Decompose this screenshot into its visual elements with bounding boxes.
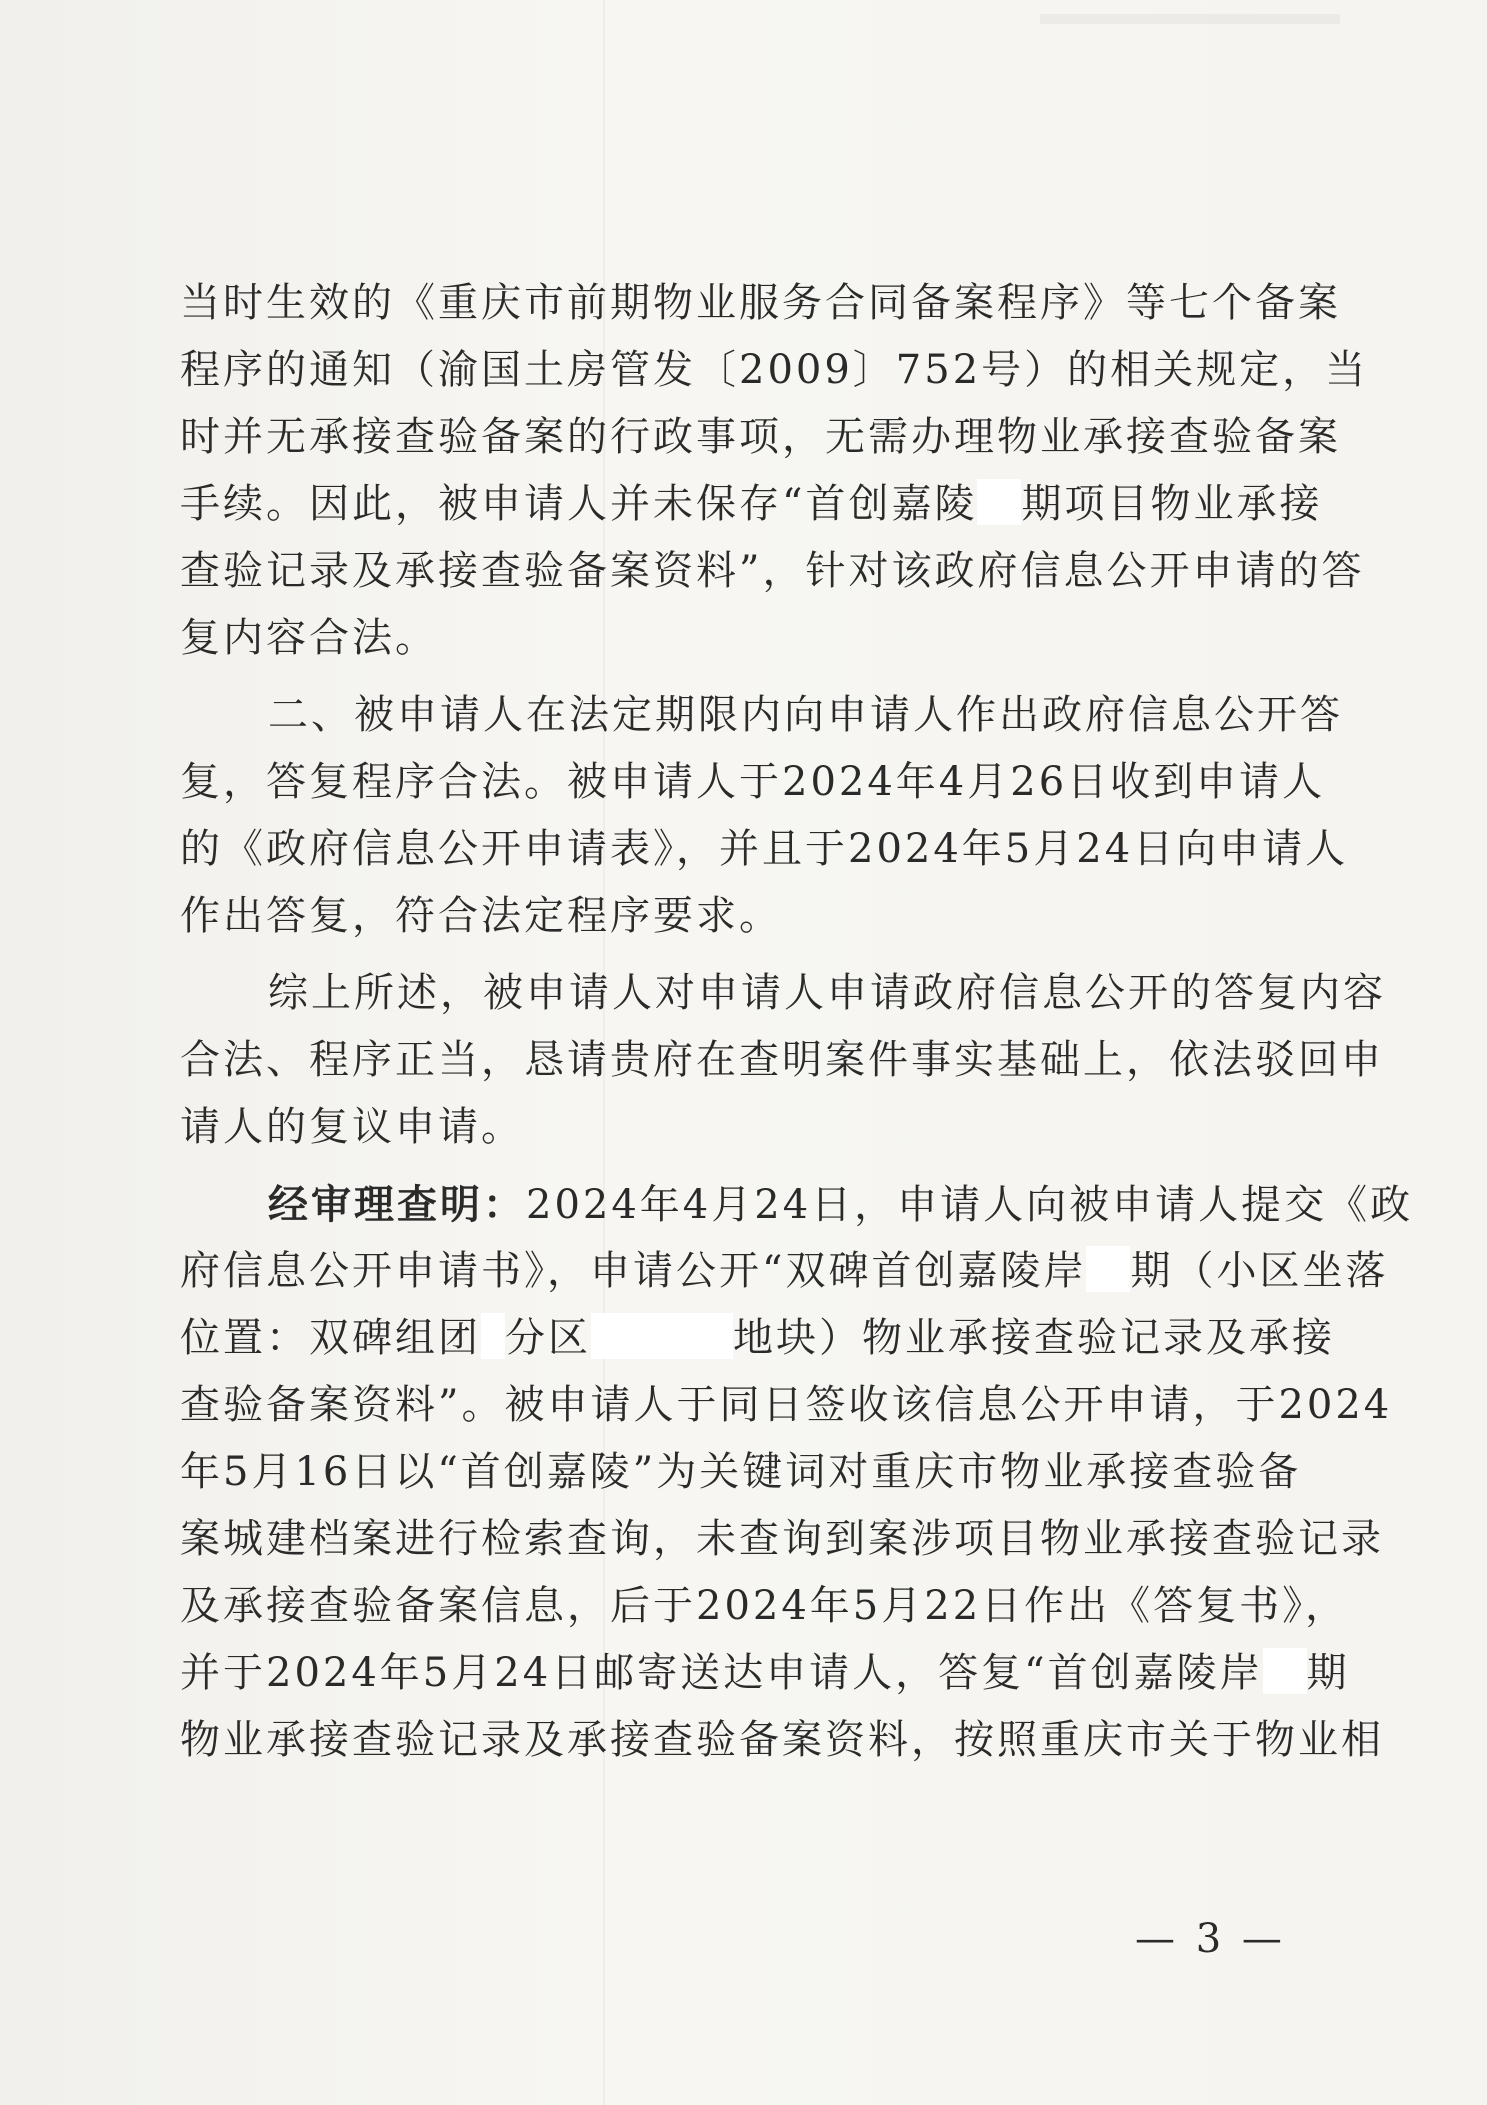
text-line-22: 物业承接查验记录及承接查验备案资料，按照重庆市关于物业相: [180, 1717, 1384, 1763]
text-line-3: 时并无承接查验备案的行政事项，无需办理物业承接查验备案: [180, 414, 1341, 460]
text-line-18: 年5月16日以“首创嘉陵”为关键词对重庆市物业承接查验备: [180, 1449, 1302, 1495]
text-line-20: 及承接查验备案信息，后于2024年5月22日作出《答复书》，: [180, 1583, 1349, 1629]
bold-heading: 经审理查明：: [268, 1181, 526, 1228]
text-line-16: 位置：双碑组团 分区 地块）物业承接查验记录及承接: [180, 1315, 1335, 1361]
text-line-4: 手续。因此，被申请人并未保存“首创嘉陵 期项目物业承接: [180, 481, 1323, 527]
text-line-11: 综上所述，被申请人对申请人申请政府信息公开的答复内容: [268, 970, 1386, 1016]
text-line-9: 的《政府信息公开申请表》，并且于2024年5月24日向申请人: [180, 826, 1349, 872]
document-body: [180, 270, 1414, 1774]
text-line-15: 府信息公开申请书》，申请公开“双碑首创嘉陵岸 期（小区坐落: [180, 1248, 1389, 1294]
page-number: — 3 —: [1135, 1916, 1286, 1962]
text-line-7: 二、被申请人在法定期限内向申请人作出政府信息公开答: [268, 692, 1343, 738]
scan-smudge: [1040, 14, 1340, 24]
redaction-box: [591, 1313, 733, 1359]
text-line-5: 查验记录及承接查验备案资料”，针对该政府信息公开申请的答: [180, 548, 1365, 594]
text-line-6: 复内容合法。: [180, 615, 438, 661]
text-line-13: 请人的复议申请。: [180, 1104, 524, 1150]
text-line-8: 复，答复程序合法。被申请人于2024年4月26日收到申请人: [180, 759, 1326, 805]
text-line-1: 当时生效的《重庆市前期物业服务合同备案程序》等七个备案: [180, 280, 1341, 326]
text-line-12: 合法、程序正当，恳请贵府在查明案件事实基础上，依法驳回申: [180, 1037, 1384, 1083]
text-line-14: 经审理查明：2024年4月24日，申请人向被申请人提交《政: [268, 1181, 1414, 1228]
redaction-box: [1263, 1648, 1307, 1694]
text-line-21: 并于2024年5月24日邮寄送达申请人，答复“首创嘉陵岸 期: [180, 1650, 1350, 1696]
text-line-10: 作出答复，符合法定程序要求。: [180, 893, 782, 939]
text-line-2: 程序的通知（渝国土房管发〔2009〕752号）的相关规定，当: [180, 347, 1369, 393]
redaction-box: [977, 479, 1021, 525]
redaction-box: [1086, 1246, 1130, 1292]
redaction-box: [481, 1313, 505, 1359]
text-line-19: 案城建档案进行检索查询，未查询到案涉项目物业承接查验记录: [180, 1516, 1384, 1562]
text-line-17: 查验备案资料”。被申请人于同日签收该信息公开申请，于2024: [180, 1382, 1393, 1428]
